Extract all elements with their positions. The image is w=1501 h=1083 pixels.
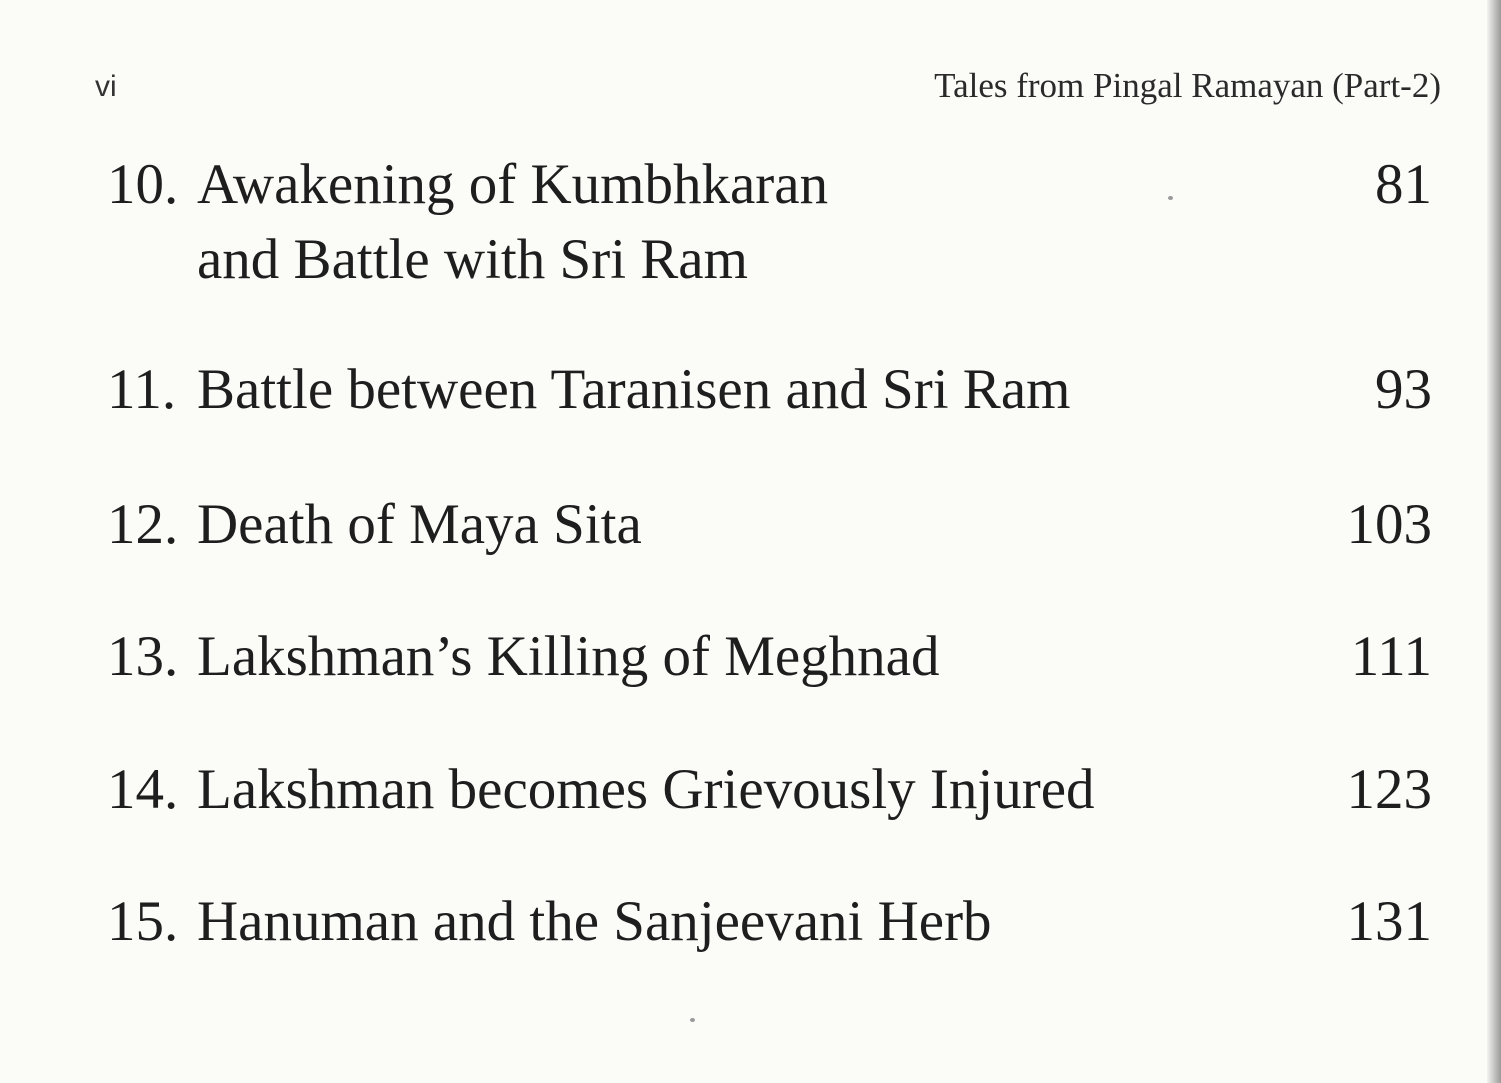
- chapter-number: 11.: [107, 358, 177, 421]
- chapter-title-line: Awakening of Kumbhkaran: [197, 153, 829, 216]
- page-folio: vi: [95, 70, 117, 103]
- page-number: 103: [1346, 493, 1432, 556]
- chapter-number: 10.: [107, 153, 179, 216]
- page-edge-shadow: [1487, 0, 1501, 1083]
- toc-entry: [107, 884, 1432, 959]
- chapter-title: Battle between Taranisen and Sri Ram: [197, 358, 1071, 421]
- page-number: 111: [1350, 625, 1432, 688]
- running-header-title: Tales from Pingal Ramayan (Part-2): [934, 66, 1441, 105]
- page-number: 131: [1346, 890, 1432, 953]
- chapter-title: Lakshman’s Killing of Meghnad: [197, 625, 940, 688]
- chapter-title: Death of Maya Sita: [197, 493, 642, 556]
- toc-entry: [107, 147, 1432, 297]
- chapter-number: 15.: [107, 890, 179, 953]
- page-number: 81: [1375, 153, 1432, 216]
- chapter-title: Hanuman and the Sanjeevani Herb: [197, 890, 992, 953]
- page-number: 123: [1346, 758, 1432, 821]
- toc-entry: [107, 352, 1432, 427]
- chapter-title-line: and Battle with Sri Ram: [197, 228, 748, 291]
- chapter-number: 13.: [107, 625, 179, 688]
- page-number: 93: [1375, 358, 1432, 421]
- toc-entry: [107, 752, 1432, 827]
- chapter-number: 14.: [107, 758, 179, 821]
- toc-entry: [107, 487, 1432, 562]
- toc-entry: [107, 619, 1432, 694]
- scan-speck: [690, 1018, 695, 1022]
- chapter-title: Lakshman becomes Grievously Injured: [197, 758, 1095, 821]
- chapter-number: 12.: [107, 493, 179, 556]
